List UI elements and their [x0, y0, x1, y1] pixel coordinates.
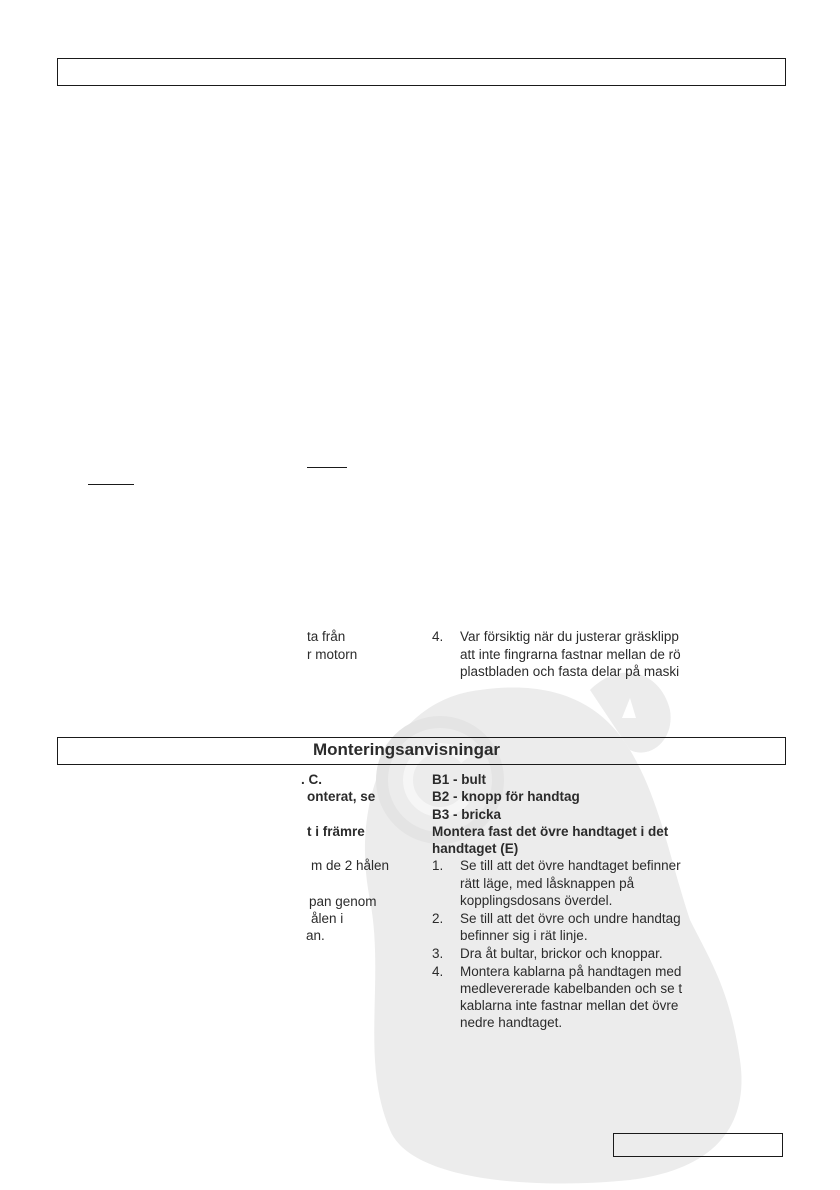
instruction-heading: Montera fast det övre handtaget i det: [432, 824, 669, 839]
underline-mark-right: [307, 467, 347, 468]
left-fragment-line: ta från: [307, 629, 346, 644]
part-label: B1 - bult: [432, 772, 486, 787]
step-line: befinner sig i rät linje.: [460, 928, 588, 943]
step-line: Se till att det övre och undre handtag: [460, 911, 681, 926]
step-line: kopplingsdosans överdel.: [460, 893, 613, 908]
left-fragment-line: r motorn: [307, 647, 358, 662]
step-line: rätt läge, med låsknappen på: [460, 876, 635, 891]
step-number: 3.: [432, 946, 444, 961]
section-title: Monteringsanvisningar: [313, 740, 501, 759]
step-line: medlevererade kabelbanden och se t: [460, 981, 683, 996]
left-fragment-line: . C.: [301, 772, 323, 787]
left-fragment-line: ålen i: [311, 911, 344, 926]
top-header-box: [57, 58, 786, 86]
instruction-heading: handtaget (E): [432, 841, 519, 856]
step-number: 1.: [432, 858, 444, 873]
list-line: Var försiktig när du justerar gräsklipp: [460, 629, 679, 644]
footer-page-box: [613, 1133, 783, 1157]
list-number: 4.: [432, 629, 444, 644]
step-line: Dra åt bultar, brickor och knoppar.: [460, 946, 663, 961]
step-line: kablarna inte fastnar mellan det övre: [460, 998, 679, 1013]
list-line: att inte fingrarna fastnar mellan de rö: [460, 647, 681, 662]
part-label: B2 - knopp för handtag: [432, 789, 580, 804]
left-fragment-line: an.: [306, 928, 325, 943]
left-fragment-line: pan genom: [309, 894, 377, 909]
step-line: nedre handtaget.: [460, 1015, 563, 1030]
step-number: 2.: [432, 911, 444, 926]
step-line: Se till att det övre handtaget befinner: [460, 858, 681, 873]
underline-mark-left: [88, 484, 134, 485]
left-fragment-line: m de 2 hålen: [311, 858, 390, 873]
left-fragment-line: onterat, se: [307, 789, 376, 804]
left-fragment-line: t i främre: [307, 824, 365, 839]
part-label: B3 - bricka: [432, 807, 502, 822]
list-line: plastbladen och fasta delar på maski: [460, 664, 680, 679]
step-line: Montera kablarna på handtagen med: [460, 964, 682, 979]
step-number: 4.: [432, 964, 444, 979]
